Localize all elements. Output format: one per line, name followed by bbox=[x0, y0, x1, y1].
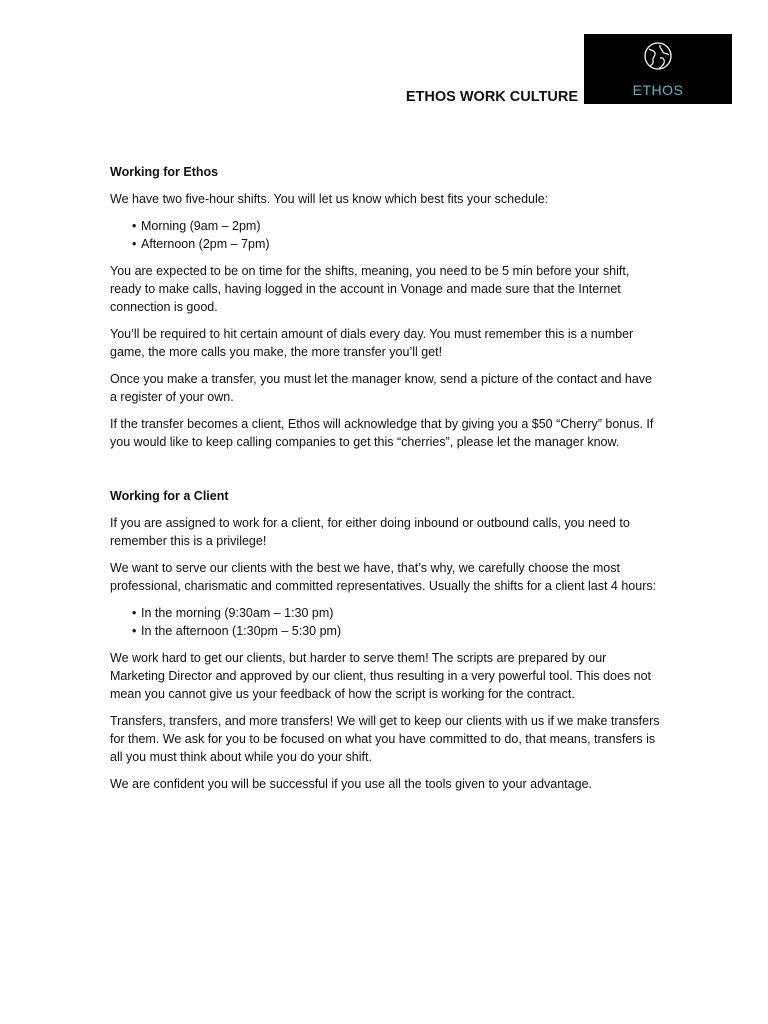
paragraph: You’ll be required to hit certain amount of dials every day. You must remember this is a number game, the more calls you make, the more transfer you’ll get! bbox=[110, 327, 634, 359]
list-item-text: Morning (9am – 2pm) bbox=[141, 219, 261, 233]
client-shift-list bbox=[110, 604, 662, 640]
section-heading: Working for Ethos bbox=[110, 165, 219, 179]
paragraph: If you are assigned to work for a client, for either doing inbound or outbound calls, you need to remember this is a privilege! bbox=[110, 516, 630, 548]
paragraph: We have two five-hour shifts. You will let us know which best fits your schedule: bbox=[110, 192, 549, 206]
section-heading: Working for a Client bbox=[110, 489, 229, 503]
list-item: • In the morning (9:30am – 1:30 pm) bbox=[132, 606, 334, 620]
paragraph: We want to serve our clients with the best we have, that’s why, we carefully choose the most professional, charismatic and committed representatives. Usually the shifts for a client last 4 hours: bbox=[110, 561, 657, 593]
list-item: • Afternoon (2pm – 7pm) bbox=[132, 237, 270, 251]
logo-text: ETHOS bbox=[632, 82, 684, 98]
paragraph: Once you make a transfer, you must let the manager know, send a picture of the contact and have a register of your own. bbox=[110, 372, 652, 404]
list-item-text: Afternoon (2pm – 7pm) bbox=[141, 237, 270, 251]
list-item: • Morning (9am – 2pm) bbox=[132, 219, 261, 233]
paragraph: You are expected to be on time for the shifts, meaning, you need to be 5 min before your shift, ready to make calls, having logged in the account in Vonage and made sure that the Internet connection is good. bbox=[110, 264, 630, 314]
globe-icon bbox=[642, 40, 674, 72]
section-spacer bbox=[110, 460, 662, 487]
list-item: • In the afternoon (1:30pm – 5:30 pm) bbox=[132, 624, 342, 638]
list-item-text: In the afternoon (1:30pm – 5:30 pm) bbox=[141, 624, 342, 638]
shift-list bbox=[110, 217, 662, 253]
paragraph: If the transfer becomes a client, Ethos will acknowledge that by giving you a $50 “Cherry” bonus. If you would like to keep calling companies to get this “cherries”, please let the manager know. bbox=[110, 417, 654, 449]
list-item-text: In the morning (9:30am – 1:30 pm) bbox=[141, 606, 334, 620]
page-title: ETHOS WORK CULTURE bbox=[405, 89, 578, 105]
paragraph: We work hard to get our clients, but harder to serve them! The scripts are prepared by our Marketing Director and approved by our client, thus resulting in a very powerful tool. This does not mean you cannot give us your feedback of how the script is working for the contract. bbox=[110, 651, 652, 701]
paragraph: Transfers, transfers, and more transfers! We will get to keep our clients with us if we make transfers for them. We ask for you to be focused on what you have committed to do, that means, transfers is all you must think about while you do your shift. bbox=[110, 714, 660, 764]
ethos-logo bbox=[584, 34, 732, 104]
paragraph: We are confident you will be successful if you use all the tools given to your advantage. bbox=[110, 777, 592, 791]
document-body bbox=[110, 163, 662, 802]
